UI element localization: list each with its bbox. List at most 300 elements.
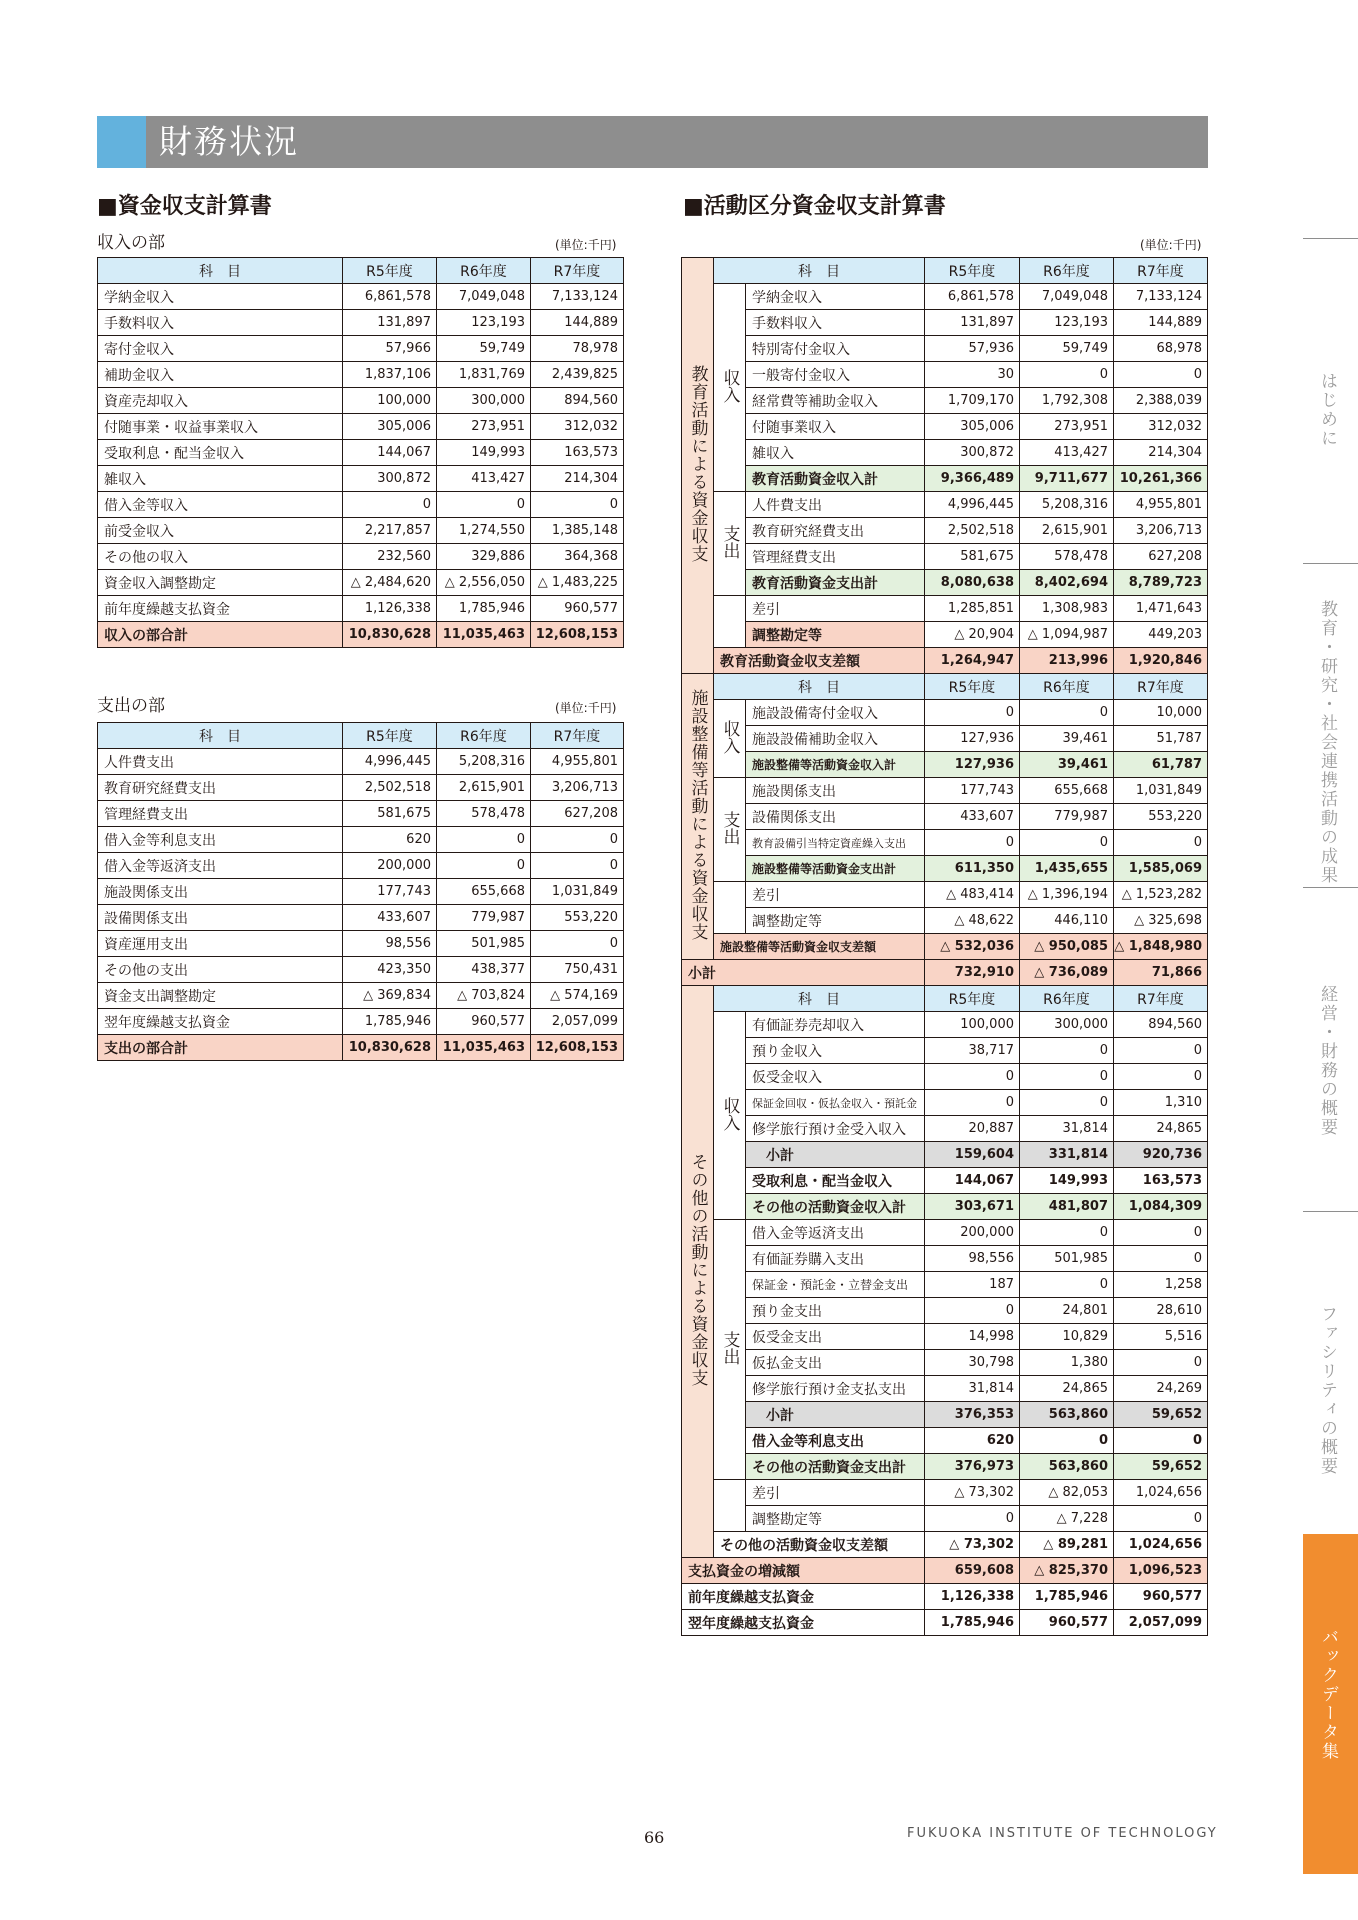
row-label: 借入金等利息支出 — [98, 827, 343, 853]
subtotal-row — [682, 856, 1208, 882]
table-row — [682, 388, 1208, 414]
row-value: 0 — [531, 492, 624, 518]
row-value: 0 — [1020, 1272, 1114, 1298]
row-value: 1,084,309 — [1114, 1194, 1208, 1220]
table-row — [682, 414, 1208, 440]
header-band — [97, 116, 1208, 168]
row-value: 0 — [1114, 1246, 1208, 1272]
left-section-title: ■資金収支計算書 — [97, 194, 272, 219]
row-value: 24,269 — [1114, 1376, 1208, 1402]
income-subtitle: 収入の部 — [97, 233, 165, 253]
table-row — [682, 518, 1208, 544]
row-value: 4,996,445 — [343, 749, 437, 775]
subtotal-row — [682, 1194, 1208, 1220]
row-label: 付随事業収入 — [746, 414, 925, 440]
row-value: 1,285,851 — [925, 596, 1020, 622]
row-value: 31,814 — [925, 1376, 1020, 1402]
row-value: 894,560 — [531, 388, 624, 414]
row-label: 施設設備補助金収入 — [746, 726, 925, 752]
row-value: 2,502,518 — [925, 518, 1020, 544]
row-value: 300,000 — [437, 388, 531, 414]
row-value: 24,865 — [1020, 1376, 1114, 1402]
table-row — [682, 1298, 1208, 1324]
row-value: 163,573 — [531, 440, 624, 466]
row-value: 305,006 — [925, 414, 1020, 440]
row-value: △ 325,698 — [1114, 908, 1208, 934]
row-value: 750,431 — [531, 957, 624, 983]
table-header-row — [98, 258, 624, 284]
table-row — [682, 778, 1208, 804]
row-label: 調整勘定等 — [746, 622, 925, 648]
row-label: 教育設備引当特定資産繰入支出 — [746, 830, 925, 856]
row-label: 手数料収入 — [746, 310, 925, 336]
row-value: 0 — [1114, 1064, 1208, 1090]
row-value: △ 825,370 — [1020, 1558, 1114, 1584]
row-value: 100,000 — [343, 388, 437, 414]
rail-tab-management[interactable]: 経営・財務の概要 — [1317, 985, 1337, 1137]
row-value: 0 — [1114, 830, 1208, 856]
row-value: 2,439,825 — [531, 362, 624, 388]
row-value: 0 — [1020, 362, 1114, 388]
row-label: 差引 — [746, 596, 925, 622]
row-label: 施設関係支出 — [98, 879, 343, 905]
row-label: 資産売却収入 — [98, 388, 343, 414]
row-value: 553,220 — [1114, 804, 1208, 830]
row-value: 59,749 — [1020, 336, 1114, 362]
row-value: 71,866 — [1114, 960, 1208, 986]
row-value: 10,000 — [1114, 700, 1208, 726]
row-value: 214,304 — [1114, 440, 1208, 466]
row-label: 教育活動資金収入計 — [746, 466, 925, 492]
row-value: 376,353 — [925, 1402, 1020, 1428]
edu-side-label — [682, 258, 714, 674]
row-value: 0 — [1114, 1428, 1208, 1454]
edu-income-group — [714, 284, 746, 492]
row-value: 144,067 — [343, 440, 437, 466]
other-income-group-text: 収入 — [719, 1096, 740, 1131]
row-value: 4,996,445 — [925, 492, 1020, 518]
row-label: 修学旅行預け金支払支出 — [746, 1376, 925, 1402]
rail-tab-backdata[interactable] — [1303, 1534, 1358, 1874]
header-cell: R5年度 — [925, 674, 1020, 700]
expense-unit: (単位:千円) — [555, 701, 617, 715]
row-value: △ 2,556,050 — [437, 570, 531, 596]
rail-tab-intro[interactable]: はじめに — [1317, 372, 1337, 448]
row-value: 0 — [925, 1064, 1020, 1090]
row-value: △ 369,834 — [343, 983, 437, 1009]
row-value: 1,310 — [1114, 1090, 1208, 1116]
row-value: 1,385,148 — [531, 518, 624, 544]
row-value: 578,478 — [1020, 544, 1114, 570]
row-label: 管理経費支出 — [98, 801, 343, 827]
row-value: 0 — [437, 492, 531, 518]
row-label: 雑収入 — [746, 440, 925, 466]
total-label: 支出の部合計 — [98, 1035, 343, 1061]
row-value: 376,973 — [925, 1454, 1020, 1480]
row-value: 1,585,069 — [1114, 856, 1208, 882]
row-value: 312,032 — [531, 414, 624, 440]
diff-row — [682, 882, 1208, 908]
row-value: 149,993 — [437, 440, 531, 466]
row-value: 273,951 — [1020, 414, 1114, 440]
row-value: 300,872 — [925, 440, 1020, 466]
subtotal-row — [682, 466, 1208, 492]
row-value: 0 — [1020, 700, 1114, 726]
row-label: 人件費支出 — [98, 749, 343, 775]
row-label: 設備関係支出 — [746, 804, 925, 830]
total-value: 11,035,463 — [437, 622, 531, 648]
row-value: 232,560 — [343, 544, 437, 570]
row-value: 779,987 — [437, 905, 531, 931]
row-value: 1,471,643 — [1114, 596, 1208, 622]
row-value: 2,502,518 — [343, 775, 437, 801]
row-value: 894,560 — [1114, 1012, 1208, 1038]
table-header-row — [682, 986, 1208, 1012]
row-value: 100,000 — [925, 1012, 1020, 1038]
row-value: △ 1,483,225 — [531, 570, 624, 596]
other-side-label — [682, 986, 714, 1558]
row-label: 一般寄付金収入 — [746, 362, 925, 388]
row-value: 627,208 — [531, 801, 624, 827]
table-row — [682, 1116, 1208, 1142]
row-value: 2,057,099 — [1114, 1610, 1208, 1636]
adj-row — [682, 622, 1208, 648]
row-value: 1,264,947 — [925, 648, 1020, 674]
table-row — [98, 931, 624, 957]
total-value: 12,608,153 — [531, 1035, 624, 1061]
table-row — [98, 801, 624, 827]
table-row — [98, 440, 624, 466]
rail-divider — [1303, 238, 1358, 239]
row-label: 有価証券売却収入 — [746, 1012, 925, 1038]
header-cell: R5年度 — [925, 258, 1020, 284]
spacer-cell — [714, 596, 746, 622]
row-label: 施設設備寄付金収入 — [746, 700, 925, 726]
header-cell: R6年度 — [1020, 674, 1114, 700]
row-value: △ 574,169 — [531, 983, 624, 1009]
activity-table — [681, 257, 1208, 1636]
balance-row — [682, 1532, 1208, 1558]
table-row — [98, 570, 624, 596]
row-value: 433,607 — [925, 804, 1020, 830]
row-value: 57,966 — [343, 336, 437, 362]
edu-expense-group-text: 支出 — [719, 524, 740, 559]
row-label: 調整勘定等 — [746, 908, 925, 934]
header-accent — [97, 116, 146, 168]
balance-row — [682, 648, 1208, 674]
row-value: 8,789,723 — [1114, 570, 1208, 596]
total-value: 10,830,628 — [343, 622, 437, 648]
row-value: 0 — [1020, 1428, 1114, 1454]
row-value: 0 — [1114, 1038, 1208, 1064]
row-value: 732,910 — [925, 960, 1020, 986]
row-value: 303,671 — [925, 1194, 1020, 1220]
row-value: 200,000 — [343, 853, 437, 879]
row-value: 177,743 — [343, 879, 437, 905]
row-value: 960,577 — [437, 1009, 531, 1035]
header-cell: R5年度 — [343, 258, 437, 284]
table-row — [682, 804, 1208, 830]
row-value: 1,024,656 — [1114, 1480, 1208, 1506]
header-cell: 科 目 — [98, 723, 343, 749]
row-value: 1,126,338 — [925, 1584, 1020, 1610]
page-number: 66 — [644, 1828, 665, 1847]
row-value: 187 — [925, 1272, 1020, 1298]
row-label: 調整勘定等 — [746, 1506, 925, 1532]
row-label: 資金支出調整勘定 — [98, 983, 343, 1009]
rail-tab-results[interactable]: 教育・研究・社会連携活動の成果 — [1317, 600, 1337, 885]
row-label: 借入金等返済支出 — [746, 1220, 925, 1246]
table-row — [682, 726, 1208, 752]
row-label: 付随事業・収益事業収入 — [98, 414, 343, 440]
row-label: 学納金収入 — [746, 284, 925, 310]
table-row — [682, 1064, 1208, 1090]
row-label: その他の活動資金支出計 — [746, 1454, 925, 1480]
row-value: 779,987 — [1020, 804, 1114, 830]
rail-tab-backdata-label: バックデータ集 — [1318, 1628, 1338, 1761]
row-value: 413,427 — [437, 466, 531, 492]
row-value: 331,814 — [1020, 1142, 1114, 1168]
row-value: 0 — [1114, 1350, 1208, 1376]
row-value: 61,787 — [1114, 752, 1208, 778]
row-value: 123,193 — [437, 310, 531, 336]
rail-divider — [1303, 887, 1358, 888]
row-value: 2,388,039 — [1114, 388, 1208, 414]
row-value: △ 48,622 — [925, 908, 1020, 934]
row-value: 6,861,578 — [925, 284, 1020, 310]
row-value: 31,814 — [1020, 1116, 1114, 1142]
subtotal-total-row — [682, 960, 1208, 986]
row-value: 563,860 — [1020, 1454, 1114, 1480]
final-label: 前年度繰越支払資金 — [682, 1584, 925, 1610]
other-expense-group — [714, 1220, 746, 1480]
row-value: 449,203 — [1114, 622, 1208, 648]
table-row — [682, 362, 1208, 388]
row-label: 設備関係支出 — [98, 905, 343, 931]
table-row — [682, 700, 1208, 726]
row-label: 資金収入調整勘定 — [98, 570, 343, 596]
row-value: 10,261,366 — [1114, 466, 1208, 492]
row-value: 553,220 — [531, 905, 624, 931]
row-value: 1,785,946 — [437, 596, 531, 622]
row-value: 214,304 — [531, 466, 624, 492]
row-value: △ 1,523,282 — [1114, 882, 1208, 908]
row-value: 1,831,769 — [437, 362, 531, 388]
row-value: 0 — [1020, 1090, 1114, 1116]
spacer-cell — [714, 882, 746, 908]
row-label: 補助金収入 — [98, 362, 343, 388]
balance-row — [682, 934, 1208, 960]
row-value: 59,749 — [437, 336, 531, 362]
facility-side-label — [682, 674, 714, 960]
row-value: △ 73,302 — [925, 1532, 1020, 1558]
row-value: 0 — [1020, 1038, 1114, 1064]
row-value: 51,787 — [1114, 726, 1208, 752]
row-label: 施設関係支出 — [746, 778, 925, 804]
table-row — [682, 830, 1208, 856]
row-label: その他の収入 — [98, 544, 343, 570]
row-value: 24,801 — [1020, 1298, 1114, 1324]
row-value: 0 — [1020, 1220, 1114, 1246]
row-value: 0 — [343, 492, 437, 518]
row-value: 0 — [437, 853, 531, 879]
other-side-label-text: その他の活動による資金収支 — [687, 1152, 708, 1387]
table-total-row — [98, 622, 624, 648]
table-row — [682, 492, 1208, 518]
rail-tab-facility[interactable]: ファシリティの概要 — [1317, 1305, 1337, 1476]
row-value: △ 736,089 — [1020, 960, 1114, 986]
row-label: 前受金収入 — [98, 518, 343, 544]
header-cell: 科 目 — [714, 674, 925, 700]
row-value: 5,208,316 — [437, 749, 531, 775]
table-row — [98, 414, 624, 440]
row-value: 144,067 — [925, 1168, 1020, 1194]
row-value: 960,577 — [1114, 1584, 1208, 1610]
header-cell: R7年度 — [531, 258, 624, 284]
table-row — [98, 879, 624, 905]
row-label: 借入金等返済支出 — [98, 853, 343, 879]
row-value: 423,350 — [343, 957, 437, 983]
row-value: 273,951 — [437, 414, 531, 440]
row-value: 329,886 — [437, 544, 531, 570]
row-value: 0 — [925, 1506, 1020, 1532]
other-expense-group-text: 支出 — [719, 1330, 740, 1365]
diff-row — [682, 596, 1208, 622]
row-value: 9,366,489 — [925, 466, 1020, 492]
row-value: 123,193 — [1020, 310, 1114, 336]
adj-row — [682, 908, 1208, 934]
table-row — [98, 596, 624, 622]
table-row — [682, 336, 1208, 362]
row-value: 5,208,316 — [1020, 492, 1114, 518]
row-value: 57,936 — [925, 336, 1020, 362]
row-value: 0 — [1020, 1064, 1114, 1090]
row-value: 2,217,857 — [343, 518, 437, 544]
row-label: 人件費支出 — [746, 492, 925, 518]
row-value: 127,936 — [925, 726, 1020, 752]
row-label: 仮受金収入 — [746, 1064, 925, 1090]
row-label: 前年度繰越支払資金 — [98, 596, 343, 622]
row-value: 1,031,849 — [1114, 778, 1208, 804]
facility-income-group — [714, 700, 746, 778]
row-label: 仮払金支出 — [746, 1350, 925, 1376]
table-row — [682, 440, 1208, 466]
subtotal-row — [682, 570, 1208, 596]
table-row — [98, 749, 624, 775]
row-value: 30,798 — [925, 1350, 1020, 1376]
row-value: △ 2,484,620 — [343, 570, 437, 596]
row-label: 保証金回収・仮払金収入・預託金 — [746, 1090, 925, 1116]
row-value: 98,556 — [925, 1246, 1020, 1272]
row-value: 1,785,946 — [925, 1610, 1020, 1636]
table-row — [98, 905, 624, 931]
table-row — [98, 388, 624, 414]
row-value: 611,350 — [925, 856, 1020, 882]
row-value: 413,427 — [1020, 440, 1114, 466]
row-value: 7,049,048 — [437, 284, 531, 310]
facility-expense-group-text: 支出 — [719, 810, 740, 845]
row-value: 433,607 — [343, 905, 437, 931]
row-value: 30 — [925, 362, 1020, 388]
income-table — [97, 257, 624, 648]
table-row — [98, 544, 624, 570]
row-value: 7,133,124 — [531, 284, 624, 310]
subtotal-row — [682, 752, 1208, 778]
row-value: 159,604 — [925, 1142, 1020, 1168]
table-row — [682, 1324, 1208, 1350]
row-label: 有価証券購入支出 — [746, 1246, 925, 1272]
row-value: 0 — [531, 931, 624, 957]
row-value: 1,709,170 — [925, 388, 1020, 414]
table-row — [98, 827, 624, 853]
row-label: 管理経費支出 — [746, 544, 925, 570]
table-row — [98, 492, 624, 518]
interest-row — [682, 1168, 1208, 1194]
header-cell: R7年度 — [531, 723, 624, 749]
page-title: 財務状況 — [159, 122, 299, 161]
row-label: 寄付金収入 — [98, 336, 343, 362]
total-value: 12,608,153 — [531, 622, 624, 648]
row-value: △ 89,281 — [1020, 1532, 1114, 1558]
spacer-cell — [714, 1480, 746, 1506]
final-row-net — [682, 1558, 1208, 1584]
row-value: 7,133,124 — [1114, 284, 1208, 310]
row-label: 施設整備等活動資金支出計 — [746, 856, 925, 882]
row-value: 305,006 — [343, 414, 437, 440]
row-value: 481,807 — [1020, 1194, 1114, 1220]
row-value: 0 — [437, 827, 531, 853]
expense-subtitle: 支出の部 — [97, 696, 165, 716]
row-value: 20,887 — [925, 1116, 1020, 1142]
row-label: 預り金収入 — [746, 1038, 925, 1064]
row-value: 960,577 — [531, 596, 624, 622]
table-row — [682, 310, 1208, 336]
table-row — [682, 1350, 1208, 1376]
row-value: 10,829 — [1020, 1324, 1114, 1350]
row-value: 0 — [1020, 830, 1114, 856]
total-value: 11,035,463 — [437, 1035, 531, 1061]
row-value: 4,955,801 — [531, 749, 624, 775]
right-section-title: ■活動区分資金収支計算書 — [683, 194, 946, 219]
total-label: 収入の部合計 — [98, 622, 343, 648]
row-value: 1,837,106 — [343, 362, 437, 388]
diff-row — [682, 1480, 1208, 1506]
other-income-group — [714, 1012, 746, 1220]
row-value: 501,985 — [437, 931, 531, 957]
row-value: 38,717 — [925, 1038, 1020, 1064]
row-value: 59,652 — [1114, 1402, 1208, 1428]
row-value: 8,080,638 — [925, 570, 1020, 596]
row-value: 620 — [925, 1428, 1020, 1454]
rail-divider — [1303, 563, 1358, 564]
row-value: 581,675 — [925, 544, 1020, 570]
table-row — [682, 1220, 1208, 1246]
row-value: 0 — [1114, 1506, 1208, 1532]
interest-row — [682, 1428, 1208, 1454]
spacer-cell — [714, 1506, 746, 1532]
row-value: 627,208 — [1114, 544, 1208, 570]
header-cell: 科 目 — [98, 258, 343, 284]
row-label: 修学旅行預け金受入収入 — [746, 1116, 925, 1142]
final-row-prev — [682, 1584, 1208, 1610]
row-value: 14,998 — [925, 1324, 1020, 1350]
expense-table — [97, 722, 624, 1061]
row-value: 300,000 — [1020, 1012, 1114, 1038]
row-value: 620 — [343, 827, 437, 853]
row-value: △ 1,094,987 — [1020, 622, 1114, 648]
row-label: 仮受金支出 — [746, 1324, 925, 1350]
row-value: 563,860 — [1020, 1402, 1114, 1428]
